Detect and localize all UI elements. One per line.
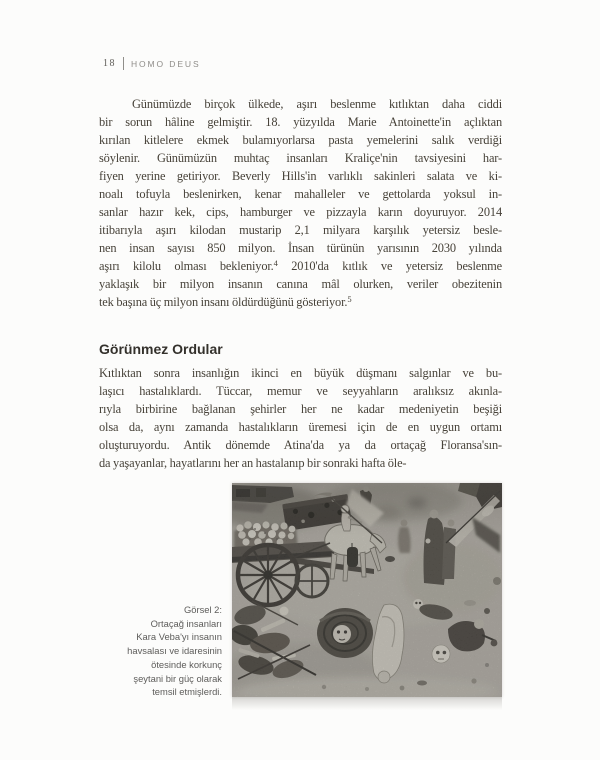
body-text-line: tek başına üç milyon insanı öldürdüğünü gösteriyor.$^5$ (99, 294, 352, 309)
body-text-line: söylenir. Günümüzün muhtaç insanları Kraliçe'nin tavsiyesini har- (99, 151, 502, 165)
paragraph-epidemics (99, 364, 502, 472)
running-title: HOMO DEUS (131, 58, 201, 69)
figure-caption (40, 603, 222, 699)
body-text-line: noalı tofuyla beslenirken, kenar mahalleler ve gettolarda yoksul in- (99, 187, 502, 201)
body-text-line: nen insan sayısı 850 milyon. İnsan türünün yarısının 2030 yılında (99, 241, 502, 255)
caption-line: Görsel 2: (183, 604, 222, 615)
page-number: 18 (103, 58, 116, 69)
caption-line: şeytani bir güç olarak (133, 672, 222, 684)
body-text-line: aşırı kilolu olması bekleniyor.$^4$ 2010'da kıtlık ve yetersiz beslenme (99, 258, 502, 273)
body-text-line: da yaşayanlar, hayatlarını her an hastalanıp bir sonraki hafta öle- (99, 456, 407, 470)
body-text-line: laşıcı hastalıklardı. Tüccar, memur ve seyyahların aralıksız akınla- (99, 384, 502, 398)
body-text-line: Kıtlıktan sonra insanlığın ikinci en büyük düşmanı salgınlar ve bu- (99, 366, 502, 380)
running-header (103, 57, 201, 70)
triumph-of-death-figure (232, 483, 502, 697)
body-text-line: rıyla birbirine bağlanan şehirler her ne kadar medeniyetin beşiği (99, 402, 502, 416)
body-text-line: fiyen yerine getiriyor. Beverly Hills'in varlıklı sakinleri salata ve ki- (99, 169, 502, 183)
body-text-line: oluşturuyordu. Antik dönemde Atina'da ya da ortaçağ Floransa'sın- (99, 438, 502, 452)
body-text-line: itibarıyla aşırı kilodan mustarip 2,1 milyara karşılık yetersiz besle- (99, 223, 502, 237)
caption-line: ötesinde korkunç (151, 658, 222, 670)
section-heading: Görünmez Ordular (99, 341, 223, 357)
caption-line: Ortaçağ insanları (150, 617, 222, 629)
endnote-ref: 4 (273, 258, 278, 268)
triumph-of-death-painting-image (232, 483, 502, 697)
body-text-line: sanlar hazır kek, cips, hamburger ve pizzayla karın doyuruyor. 2014 (99, 205, 502, 219)
body-text-line: kırılan kitlelere ekmek bulamıyorlarsa pasta yemelerini salık verdiği (99, 133, 502, 147)
body-text-line: bir sorun hâline gelmiştir. 18. yüzyılda Marie Antoinette'in açlıktan (99, 115, 502, 129)
body-text-line: Günümüzde birçok ülkede, aşırı beslenme kıtlıktan daha ciddi (132, 97, 502, 111)
endnote-ref: 5 (347, 294, 352, 304)
paragraph-overeating (99, 95, 502, 311)
caption-line: temsil etmişlerdi. (152, 686, 222, 698)
body-text-line: yaklaşık bir milyon insanın canına mâl olurken, veriler obezitenin (99, 277, 502, 291)
caption-line: havsalası ve idaresinin (127, 645, 222, 657)
body-text-line: olsa da, aynı zamanda hastalıkların üremesi için de en uygun ortamı (99, 420, 502, 434)
figure-scan-shadow (232, 697, 502, 710)
header-divider (123, 57, 124, 70)
caption-line: Kara Veba'yı insanın (136, 631, 222, 643)
